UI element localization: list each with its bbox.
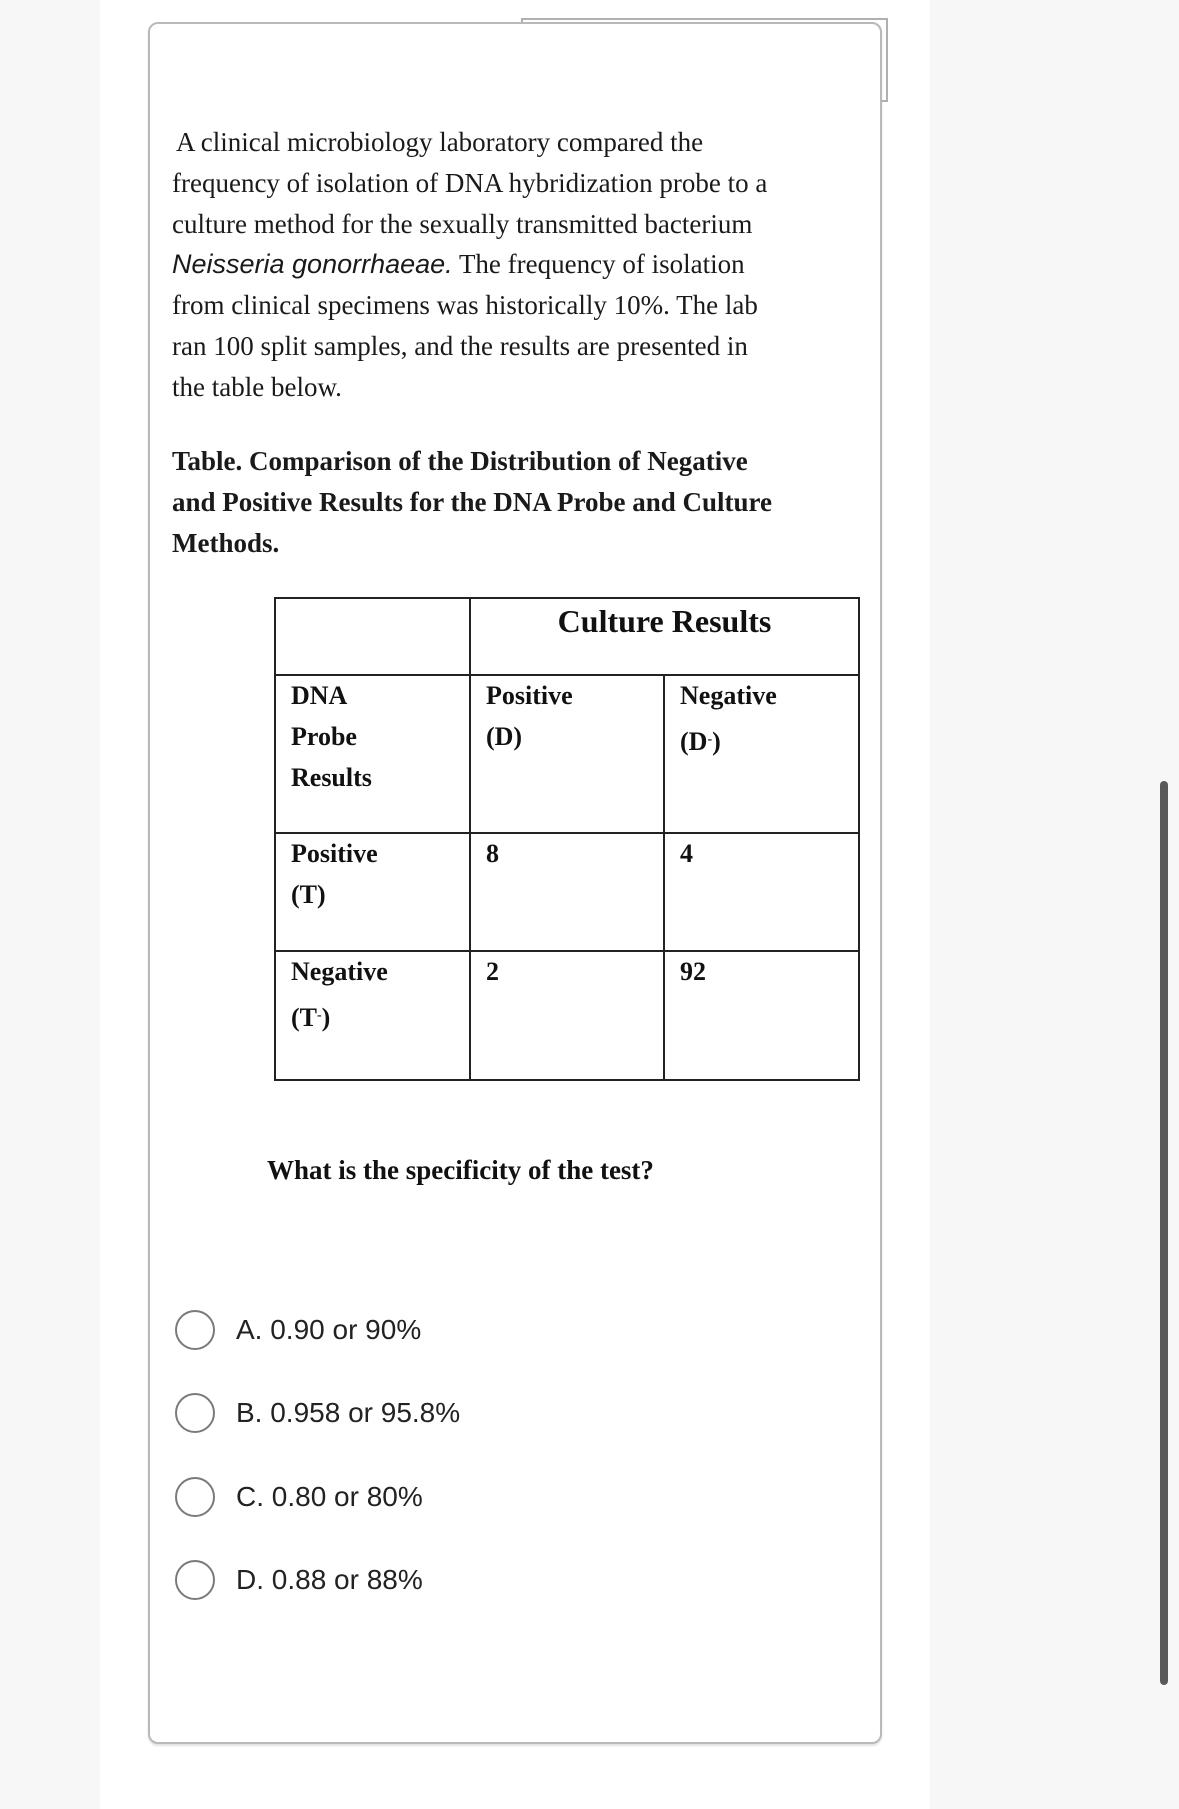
- question-line: frequency of isolation of DNA hybridization probe to a: [172, 167, 768, 198]
- superscript-minus: -: [707, 731, 713, 747]
- table-row: [275, 833, 859, 951]
- option-label: A. 0.90 or 90%: [236, 1314, 422, 1345]
- cell-line: Probe: [291, 721, 357, 751]
- option-label: B. 0.958 or 95.8%: [236, 1397, 461, 1428]
- culture-results-header: Culture Results: [470, 598, 859, 675]
- empty-corner-cell: [275, 598, 470, 675]
- cell-line: Positive: [486, 681, 573, 710]
- caption-line: Table. Comparison of the Distribution of Negative: [172, 446, 748, 476]
- answer-option-a[interactable]: [175, 1310, 735, 1356]
- cell-false-positive: 4: [664, 833, 859, 951]
- cell-line: Negative: [680, 681, 777, 710]
- question-line: ran 100 split samples, and the results are presented in: [172, 330, 748, 361]
- table-header-row: [275, 598, 859, 675]
- question-line: A clinical microbiology laboratory compared the: [176, 127, 704, 157]
- option-label: D. 0.88 or 88%: [236, 1564, 423, 1595]
- results-table: [274, 597, 860, 1081]
- cell-part: (T: [291, 1002, 317, 1032]
- question-line: [172, 244, 812, 285]
- question-text: [172, 122, 812, 408]
- question-prompt: What is the specificity of the test?: [267, 1155, 654, 1185]
- question-line: culture method for the sexually transmitted bacterium: [172, 208, 753, 239]
- caption-line: Methods.: [172, 527, 280, 558]
- caption-line: and Positive Results for the DNA Probe and Culture: [172, 486, 773, 517]
- cell-part: (D: [680, 726, 708, 756]
- table-row: [275, 951, 859, 1080]
- organism-name: Neisseria gonorrhaeae.: [172, 249, 453, 280]
- table-caption: [172, 441, 832, 563]
- cell-line: [291, 993, 469, 1039]
- radio-button[interactable]: [175, 1310, 215, 1350]
- cell-line: (D): [486, 721, 523, 751]
- cell-line: (T): [291, 879, 326, 909]
- question-line: the table below.: [172, 371, 342, 402]
- col-positive-header: [470, 675, 664, 833]
- answer-option-c[interactable]: [175, 1477, 735, 1523]
- superscript-minus: -: [317, 1007, 322, 1023]
- answer-option-d[interactable]: [175, 1560, 735, 1606]
- dna-probe-label-cell: [275, 675, 470, 833]
- table-row: [275, 675, 859, 833]
- cell-line: Negative: [291, 957, 388, 986]
- row-positive-label: [275, 833, 470, 951]
- radio-button[interactable]: [175, 1393, 215, 1433]
- cell-part: ): [712, 726, 721, 756]
- cell-part: ): [321, 1002, 331, 1032]
- cell-line: DNA: [291, 681, 348, 710]
- question-line: from clinical specimens was historically 10%. The lab: [172, 290, 758, 321]
- cell-line: [680, 717, 858, 763]
- row-negative-label: [275, 951, 470, 1080]
- radio-button[interactable]: [175, 1477, 215, 1517]
- radio-button[interactable]: [175, 1560, 215, 1600]
- question-line-rest: The frequency of isolation: [458, 249, 745, 280]
- scrollbar-thumb[interactable]: [1160, 781, 1168, 1685]
- col-negative-header: [664, 675, 859, 833]
- cell-false-negative: 2: [470, 951, 664, 1080]
- option-label: C. 0.80 or 80%: [236, 1481, 423, 1512]
- answer-option-b[interactable]: [175, 1393, 735, 1439]
- cell-true-negative: 92: [664, 951, 859, 1080]
- cell-line: Positive: [291, 839, 378, 868]
- cell-line: Results: [291, 762, 372, 792]
- cell-true-positive: 8: [470, 833, 664, 951]
